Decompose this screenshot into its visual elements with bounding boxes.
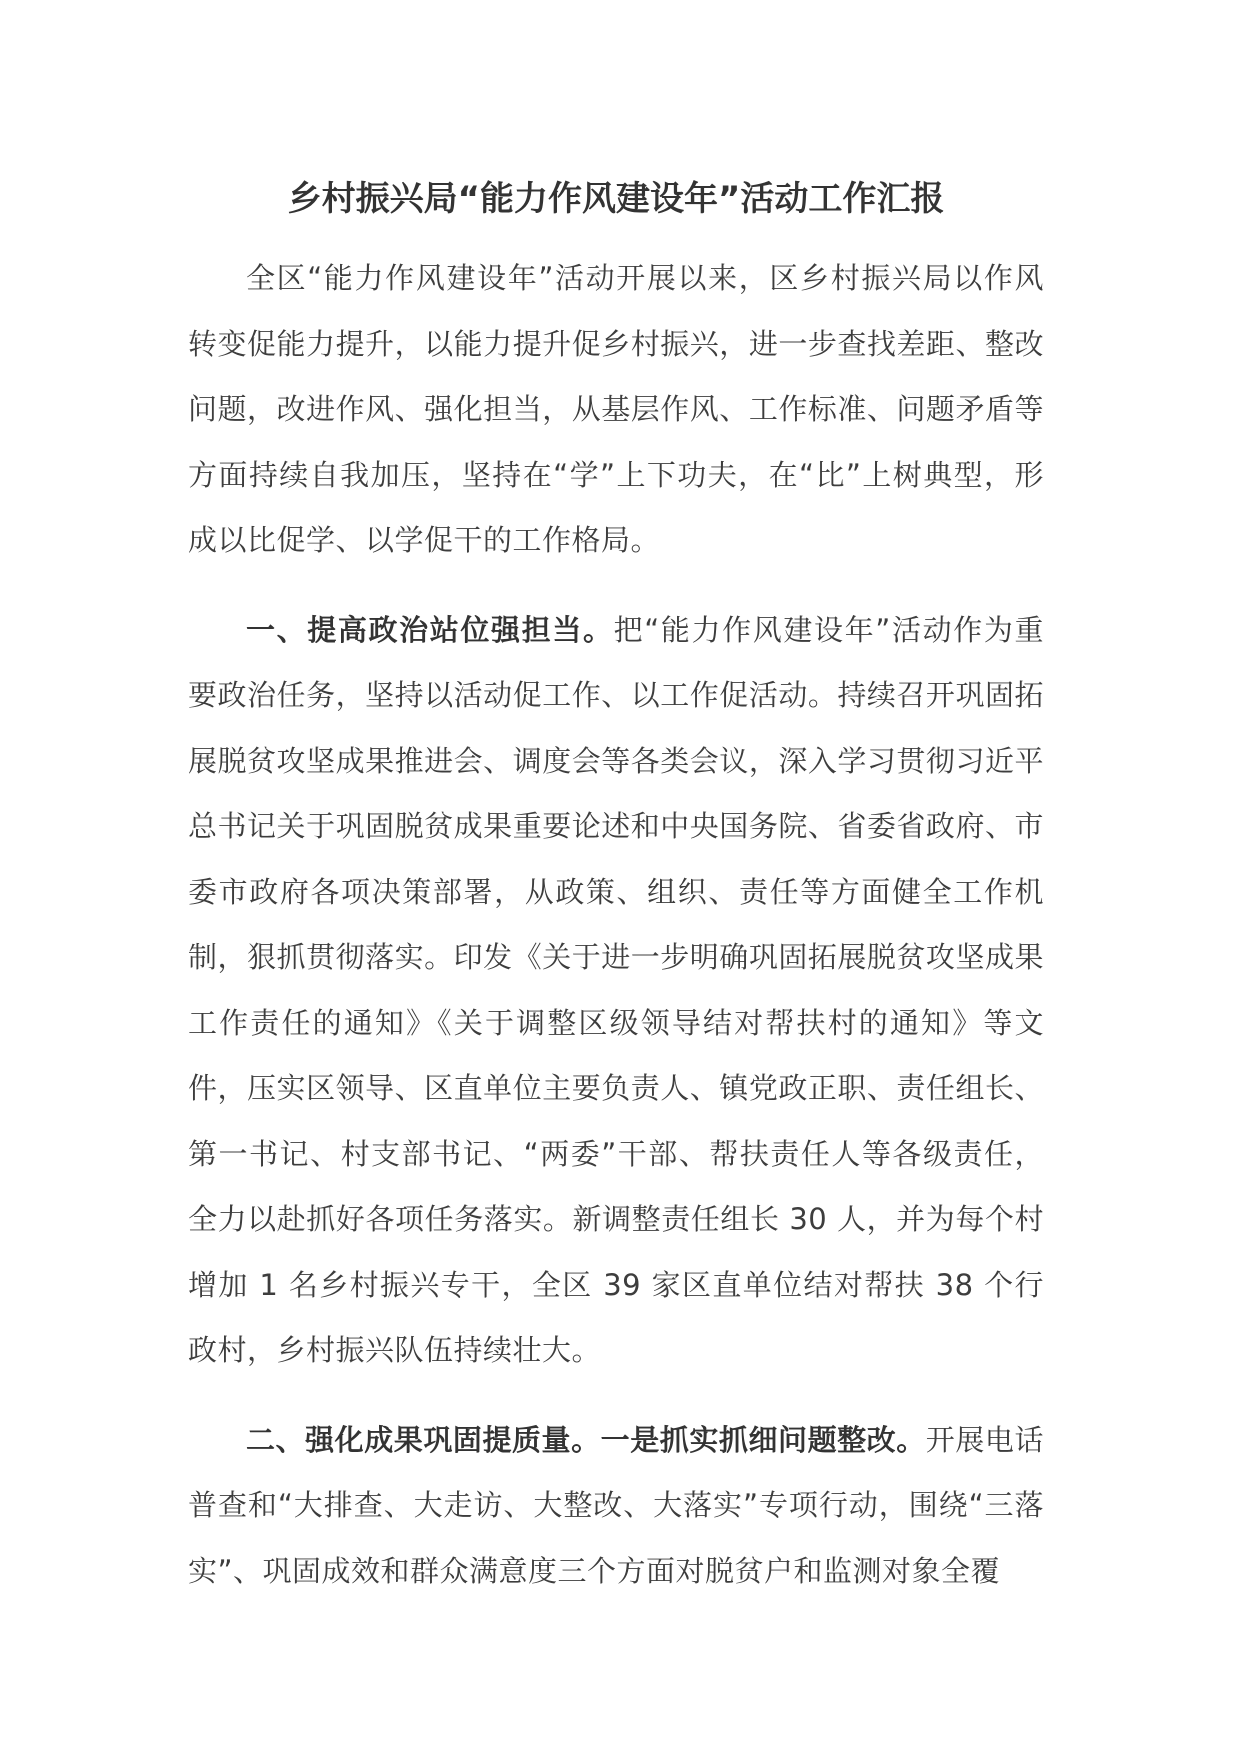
section-1-paragraph <box>188 598 1044 1384</box>
document-title: 乡村振兴局“能力作风建设年”活动工作汇报 <box>287 179 945 219</box>
section-1-body: 把“能力作风建设年”活动作为重要政治任务，坚持以活动促工作、以工作促活动。持续召开巩固拓展脱贫攻坚成果推进会、调度会等各类会议，深入学习贯彻习近平总书记关于巩固脱贫成果重要论述和中央国务院、省委省政府、市委市政府各项决策部署，从政策、组织、责任等方面健全工作机制，狠抓贯彻落实。印发《关于进一步明确巩固拓展脱贫攻坚成果工作责任的通知》《关于调整区级领导结对帮扶村的通知》等文件，压实区领导、区直单位主要负责人、镇党政正职、责任组长、第一书记、村支部书记、“两委”干部、帮扶责任人等各级责任，全力以赴抓好各项任务落实。新调整责任组长 30 人，并为每个村增加 1 名乡村振兴专干，全区 39 家区直单位结对帮扶 38 个行政村，乡村振兴队伍持续壮大。 <box>188 612 1044 1367</box>
intro-paragraph <box>188 246 1044 574</box>
section-2-heading: 二、强化成果巩固提质量。 <box>246 1422 601 1457</box>
section-2-paragraph <box>188 1408 1044 1605</box>
section-2-body: 开展电话普查和“大排查、大走访、大整改、大落实”专项行动，围绕“三落实”、巩固成效和群众满意度三个方面对脱贫户和监测对象全覆 <box>188 1422 1044 1588</box>
section-1-heading: 一、提高政治站位强担当。 <box>246 612 614 647</box>
intro-text: 全区“能力作风建设年”活动开展以来，区乡村振兴局以作风转变促能力提升，以能力提升促乡村振兴，进一步查找差距、整改问题，改进作风、强化担当，从基层作风、工作标准、问题矛盾等方面持续自我加压，坚持在“学”上下功夫，在“比”上树典型，形成以比促学、以学促干的工作格局。 <box>188 261 1044 557</box>
section-2-subheading: 一是抓实抓细问题整改。 <box>600 1422 926 1457</box>
